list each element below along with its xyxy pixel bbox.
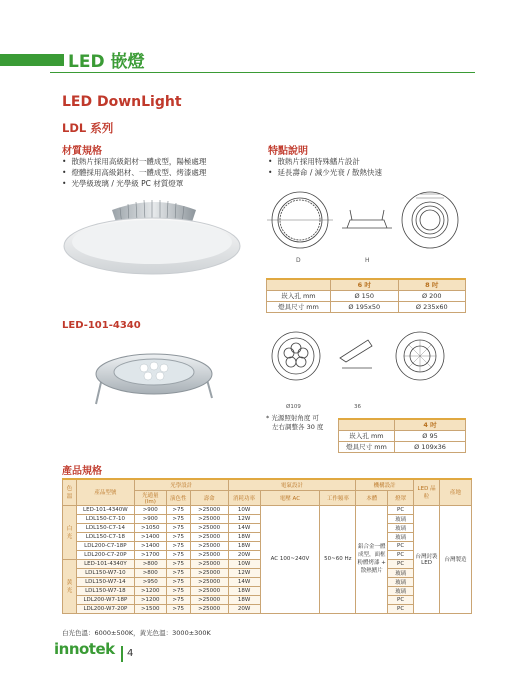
lumen-cell: >1400 xyxy=(134,541,166,550)
body-cell: 鋁合金一體成型，面框粉體烤漆 + 散熱鰭片 xyxy=(356,505,388,613)
cri-cell: >75 xyxy=(166,532,190,541)
table-row xyxy=(63,505,472,514)
table-header-cell: 4 吋 xyxy=(395,419,466,430)
table-header-cell xyxy=(339,419,395,430)
innotek-logo: innotek xyxy=(54,640,115,658)
life-cell: >25000 xyxy=(190,514,228,523)
life-cell: >25000 xyxy=(190,604,228,613)
table-cell: 崁入孔 mm xyxy=(339,430,395,441)
header-color-temp: 色溫 xyxy=(63,479,77,505)
table-cell: 燈具尺寸 mm xyxy=(339,441,395,452)
page-header-title: LED 嵌燈 xyxy=(68,52,145,72)
spotlight-photo xyxy=(88,338,218,410)
power-cell: 18W xyxy=(228,595,260,604)
power-cell: 14W xyxy=(228,577,260,586)
cri-cell: >75 xyxy=(166,568,190,577)
sub-header-cell: 光通量 (lm) xyxy=(134,490,166,505)
cover-cell: 玻璃 xyxy=(388,523,414,532)
table-cell: Ø 95 xyxy=(395,430,466,441)
material-item: • 燈體採用高級鋁材、一體成型、烤漆處理 xyxy=(62,167,262,178)
dimension-drawing xyxy=(262,190,462,270)
life-cell: >25000 xyxy=(190,577,228,586)
lumen-cell: >800 xyxy=(134,559,166,568)
cover-cell: PC xyxy=(388,559,414,568)
white-light-label: 白光 xyxy=(63,505,77,559)
frequency-cell: 50~60 Hz xyxy=(320,505,356,613)
header-led: LED 晶粒 xyxy=(414,479,440,505)
cri-cell: >75 xyxy=(166,550,190,559)
lumen-cell: >1700 xyxy=(134,550,166,559)
cover-cell: PC xyxy=(388,604,414,613)
model-cell: LDL200-W7-18P xyxy=(76,595,134,604)
header-origin: 產地 xyxy=(440,479,472,505)
material-item: • 散熱片採用高級鋁材一體成型，陽極處理 xyxy=(62,156,262,167)
origin-cell: 台灣製造 xyxy=(440,505,472,613)
life-cell: >25000 xyxy=(190,541,228,550)
life-cell: >25000 xyxy=(190,505,228,514)
product-spec-table xyxy=(62,478,472,614)
dim-label-h2: 36 xyxy=(354,404,361,410)
lumen-cell: >950 xyxy=(134,577,166,586)
cri-cell: >75 xyxy=(166,505,190,514)
adjust-note-line: * 光源照射角度 可 xyxy=(266,414,319,422)
model2-title: LED-101-4340 xyxy=(62,320,141,331)
life-cell: >25000 xyxy=(190,532,228,541)
table-header-row xyxy=(267,279,466,290)
cover-cell: PC xyxy=(388,550,414,559)
size-table-spot xyxy=(338,418,466,453)
table-cell: 崁入孔 mm xyxy=(267,290,331,301)
power-cell: 12W xyxy=(228,514,260,523)
products-heading: 產品規格 xyxy=(62,466,102,477)
model-cell: LDL150-C7-18 xyxy=(76,532,134,541)
cri-cell: >75 xyxy=(166,523,190,532)
cri-cell: >75 xyxy=(166,541,190,550)
power-cell: 20W xyxy=(228,604,260,613)
sub-header-cell: 消耗功率 xyxy=(228,490,260,505)
header-model: 產品型號 xyxy=(76,479,134,505)
header-mechanical: 機構設計 xyxy=(356,479,414,490)
dimension-drawing-spot xyxy=(270,330,450,410)
section-title: LED DownLight xyxy=(62,94,182,110)
material-heading: 材質規格 xyxy=(62,146,102,157)
lumen-cell: >1400 xyxy=(134,532,166,541)
sub-header-cell: 壽命 xyxy=(190,490,228,505)
led-chip-cell: 台灣封裝 LED xyxy=(414,505,440,613)
model-cell: LDL150-W7-18 xyxy=(76,586,134,595)
adjust-note-line: 左右調整各 30 度 xyxy=(272,423,324,431)
dim-label-h: H xyxy=(365,257,370,264)
sub-header-cell: 燈罩 xyxy=(388,490,414,505)
table-cell: Ø 150 xyxy=(331,290,399,301)
lumen-cell: >1200 xyxy=(134,595,166,604)
model-cell: LED-101-4340Y xyxy=(76,559,134,568)
table-row xyxy=(267,301,466,312)
voltage-cell: AC 100~240V xyxy=(260,505,320,613)
page-number-bar xyxy=(121,646,123,662)
power-cell: 18W xyxy=(228,532,260,541)
feature-item: • 延長壽命 / 減少光衰 / 散熱快速 xyxy=(268,167,468,178)
power-cell: 10W xyxy=(228,505,260,514)
table-header-cell xyxy=(267,279,331,290)
lumen-cell: >1050 xyxy=(134,523,166,532)
model-cell: LDL150-W7-10 xyxy=(76,568,134,577)
material-item: • 光學級玻璃 / 光學級 PC 材質燈罩 xyxy=(62,178,262,189)
yellow-light-label: 黃光 xyxy=(63,559,77,613)
table-cell: Ø 235x60 xyxy=(398,301,466,312)
power-cell: 10W xyxy=(228,559,260,568)
lumen-cell: >1200 xyxy=(134,586,166,595)
model-cell: LDL150-C7-10 xyxy=(76,514,134,523)
model-cell: LDL150-W7-14 xyxy=(76,577,134,586)
size-table-downlight xyxy=(266,278,466,313)
lumen-cell: >1500 xyxy=(134,604,166,613)
lumen-cell: >900 xyxy=(134,505,166,514)
header-divider xyxy=(50,72,475,73)
cri-cell: >75 xyxy=(166,514,190,523)
model-cell: LDL200-C7-20P xyxy=(76,550,134,559)
cover-cell: 玻璃 xyxy=(388,514,414,523)
power-cell: 18W xyxy=(228,586,260,595)
features-list xyxy=(268,156,468,178)
life-cell: >25000 xyxy=(190,559,228,568)
sub-header-cell: 工作頻率 xyxy=(320,490,356,505)
cover-cell: 玻璃 xyxy=(388,532,414,541)
color-temp-footnote: 白光色溫：6000±500K，黃光色溫：3000±300K xyxy=(62,629,211,637)
power-cell: 18W xyxy=(228,541,260,550)
table-cell: Ø 195x50 xyxy=(331,301,399,312)
life-cell: >25000 xyxy=(190,568,228,577)
header-accent-bar xyxy=(0,54,64,66)
model-cell: LED-101-4340W xyxy=(76,505,134,514)
cover-cell: PC xyxy=(388,541,414,550)
material-list xyxy=(62,156,262,189)
life-cell: >25000 xyxy=(190,595,228,604)
cri-cell: >75 xyxy=(166,586,190,595)
dim-label-d: D xyxy=(296,257,301,264)
page-number: 4 xyxy=(127,648,134,659)
power-cell: 20W xyxy=(228,550,260,559)
feature-item: • 散熱片採用特殊鰭片設計 xyxy=(268,156,468,167)
power-cell: 12W xyxy=(228,568,260,577)
cri-cell: >75 xyxy=(166,559,190,568)
table-row xyxy=(339,430,466,441)
cri-cell: >75 xyxy=(166,604,190,613)
cover-cell: PC xyxy=(388,505,414,514)
life-cell: >25000 xyxy=(190,550,228,559)
sub-header-cell: 演色性 xyxy=(166,490,190,505)
features-heading: 特點說明 xyxy=(268,146,308,157)
cover-cell: 玻璃 xyxy=(388,568,414,577)
table-row xyxy=(339,441,466,452)
table-header-cell: 8 吋 xyxy=(398,279,466,290)
cover-cell: 玻璃 xyxy=(388,577,414,586)
life-cell: >25000 xyxy=(190,523,228,532)
life-cell: >25000 xyxy=(190,586,228,595)
header-optical: 光學設計 xyxy=(134,479,228,490)
downlight-photo xyxy=(62,190,242,280)
model-cell: LDL150-C7-14 xyxy=(76,523,134,532)
dim-label-d2: Ø109 xyxy=(286,404,301,410)
cover-cell: PC xyxy=(388,595,414,604)
adjust-note xyxy=(266,414,323,432)
table-group-header-row xyxy=(63,479,472,490)
cri-cell: >75 xyxy=(166,595,190,604)
cri-cell: >75 xyxy=(166,577,190,586)
table-header-cell: 6 吋 xyxy=(331,279,399,290)
table-cell: Ø 200 xyxy=(398,290,466,301)
power-cell: 14W xyxy=(228,523,260,532)
lumen-cell: >800 xyxy=(134,568,166,577)
table-row xyxy=(267,290,466,301)
table-header-row xyxy=(339,419,466,430)
table-cell: Ø 109x36 xyxy=(395,441,466,452)
sub-header-cell: 電壓 AC xyxy=(260,490,320,505)
model-cell: LDL200-W7-20P xyxy=(76,604,134,613)
table-cell: 燈具尺寸 mm xyxy=(267,301,331,312)
sub-header-cell: 本體 xyxy=(356,490,388,505)
lumen-cell: >900 xyxy=(134,514,166,523)
cover-cell: 玻璃 xyxy=(388,586,414,595)
model-cell: LDL200-C7-18P xyxy=(76,541,134,550)
series-title: LDL 系列 xyxy=(62,121,114,135)
header-electrical: 電氣設計 xyxy=(228,479,356,490)
